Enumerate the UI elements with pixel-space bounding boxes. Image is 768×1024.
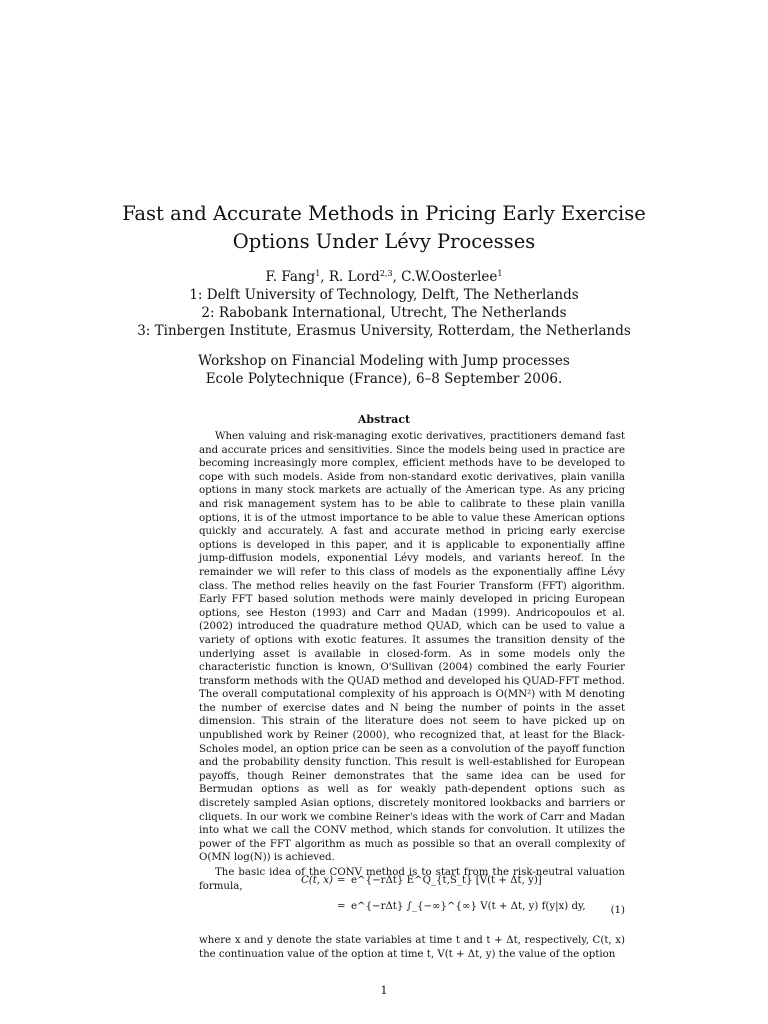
affiliation: 1: Delft University of Technology, Delft, The Netherlands <box>189 287 579 303</box>
workshop-line-1: Workshop on Financial Modeling with Jump processes <box>198 353 570 369</box>
author-name: F. Fang <box>265 269 316 285</box>
equals-sign: = <box>337 901 346 912</box>
abstract-heading: Abstract <box>357 413 411 426</box>
paper-title <box>0 200 768 256</box>
affiliation: 2: Rabobank International, Utrecht, The Netherlands <box>201 305 567 321</box>
equation-rhs-1: e^{−rΔt} E^Q_{t,S_t} [V(t + Δt, y)] <box>351 875 542 886</box>
equation-1 <box>199 875 625 939</box>
author-sup: 2,3 <box>379 269 393 278</box>
affiliation: 3: Tinbergen Institute, Erasmus University, Rotterdam, the Netherlands <box>137 323 631 339</box>
author-names: F. Fang$^1$, R. Lord$^{2,3}$, C.W.Oosterlee$^1$ <box>265 269 503 285</box>
abstract-paragraph: The basic idea of the CONV method is to start from the risk-neutral valuation formula, <box>199 867 625 892</box>
workshop-line-2: Ecole Polytechnique (France), 6–8 September 2006. <box>205 371 563 387</box>
abstract-body <box>199 430 625 893</box>
equation-row <box>199 875 625 901</box>
workshop-info <box>0 352 768 388</box>
equation-lhs: C(t, x) <box>300 875 333 886</box>
equation-number: (1) <box>610 905 625 916</box>
equation-rhs-2: e^{−rΔt} ∫_{−∞}^{∞} V(t + Δt, y) f(y|x) dy, <box>351 901 586 912</box>
author-sup: 1 <box>315 269 321 278</box>
title-line-1: Fast and Accurate Methods in Pricing Early Exercise <box>122 202 646 225</box>
body-text: where x and y denote the state variables at time t and t + Δt, respectively, C(t, x) the continuation value of the option at time t, V(t + Δt, y) the value of the option <box>199 935 625 960</box>
author-sup: 1 <box>497 269 503 278</box>
author-name: R. Lord <box>328 269 380 285</box>
authors-block <box>0 268 768 340</box>
author-name: C.W.Oosterlee <box>401 269 498 285</box>
abstract-paragraph: When valuing and risk-managing exotic derivatives, practitioners demand fast and accurate prices and sensitivities. Since the models being used in practice are becoming increasingly more complex, efficient methods have to be developed to cope with such models. Aside from non-standard exotic derivatives, plain vanilla options in many stock markets are actually of the American type. As any pricing and risk management system has to be able to calibrate to these plain vanilla options, it is of the utmost importance to be able to value these American options quickly and accurately. A fast and accurate method in pricing early exercise options is developed in this paper, and it is applicable to exponentially affine jump-diffusion models, exponential Lévy models, and variants hereof. In the remainder we will refer to this class of models as the exponentially affine Lévy class. The method relies heavily on the fast Fourier Transform (FFT) algorithm. Early FFT based solution methods were mainly developed in pricing European options, see Heston (1993) and Carr and Madan (1999). Andricopoulos et al. (2002) introduced the quadrature method QUAD, which can be used to value a variety of options with exotic features. It assumes the transition density of the underlying asset is available in closed-form. As in some models only the characteristic function is known, O'Sullivan (2004) combined the early Fourier transform methods with the QUAD method and developed his QUAD-FFT method. The overall computational complexity of his approach is O(MN²) with M denoting the number of exercise dates and N being the number of points in the asset dimension. This strain of the literature does not seem to have picked up on unpublished work by Reiner (2000), who recognized that, at least for the Black-Scholes model, an option price can be seen as a convolution of the payoff function and the probability density function. This result is well-established for European payoffs, though Reiner demonstrates that the same idea can be used for Bermudan options as well as for weakly path-dependent options such as discretely sampled Asian options, discretely monitored lookbacks and barriers or cliquets. In our work we combine Reiner's ideas with the work of Carr and Madan into what we call the CONV method, which stands for convolution. It utilizes the power of the FFT algorithm as much as possible so that an overall complexity of O(MN log(N)) is achieved. <box>199 431 625 864</box>
title-line-2: Options Under Lévy Processes <box>232 230 536 253</box>
page-number: 1 <box>380 984 388 997</box>
equals-sign: = <box>337 875 346 886</box>
